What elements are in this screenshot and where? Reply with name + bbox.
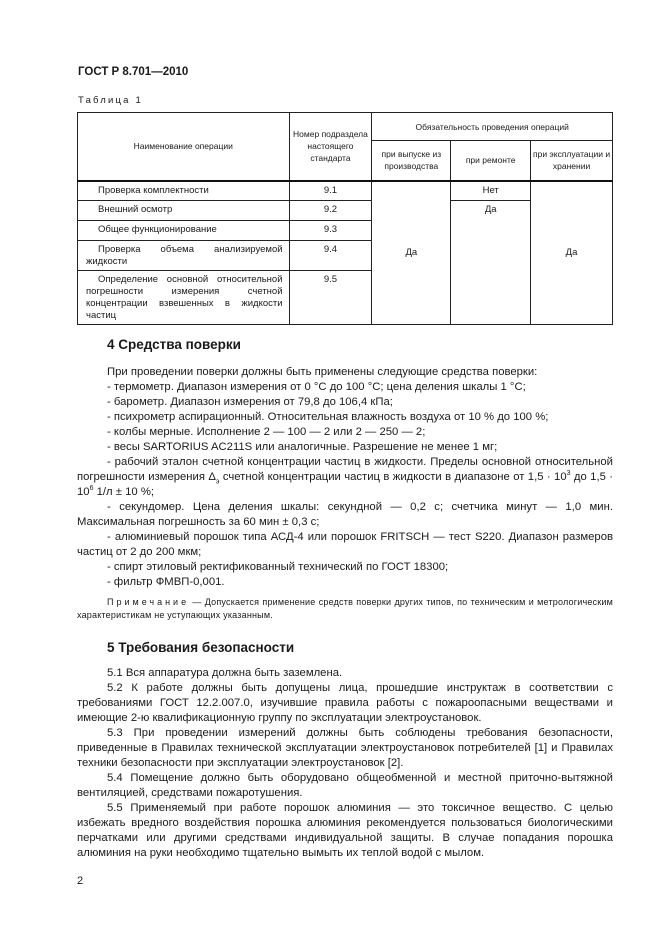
list-item: - психрометр аспирационный. Относительная влажность воздуха от 10 % до 100 %;: [107, 411, 549, 423]
list-item: - алюминиевый порошок типа АСД-4 или порошок FRITSCH — тест S220. Диапазон размеров частиц от 2 до 200 мкм;: [77, 531, 613, 558]
list-item-etalon: [77, 455, 613, 500]
list-item: - термометр. Диапазон измерения от 0 °С до 100 °С; цена деления шкалы 1 °С;: [107, 381, 526, 393]
exponent: 3: [566, 470, 571, 478]
list-item: - фильтр ФМВП-0,001.: [107, 576, 225, 588]
paragraph: 5.5 Применяемый при работе порошок алюминия — это токсичное вещество. С целью избежать вредного воздействия порошка алюминия рекомендуется пользоваться биологическими перчатками или другими средствами индивидуальной защиты. В случае попадания порошка алюминия на руки необходимо тщательно вымыть их теплой водой с мылом.: [77, 802, 613, 859]
operations-table: [77, 112, 613, 325]
list-item: - секундомер. Цена деления шкалы: секундной — 0,2 с; счетчика минут — 1,0 мин. Максимальная погрешность за 60 мин ± 0,3 с;: [77, 501, 613, 528]
operation-name: Определение основной относительной погрешности измерения счетной концентрации взвешенных в жидкости частиц: [78, 271, 290, 325]
etalon-text: до 1,5 · 10: [77, 471, 614, 498]
list-item: - колбы мерные. Исполнение 2 — 100 — 2 или 2 — 250 — 2;: [107, 426, 426, 438]
paragraph: 5.4 Помещение должно быть оборудовано общеобменной и местной приточно-вытяжной вентиляцией, средствами пожаротушения.: [77, 772, 613, 799]
document-header: ГОСТ Р 8.701—2010: [78, 66, 189, 78]
repair-value-no: Нет: [451, 181, 531, 201]
header-release: при выпуске из производства: [372, 141, 451, 181]
repair-value-yes: Да: [451, 201, 531, 325]
delta-symbol: Δ: [208, 471, 216, 483]
exploitation-value: Да: [531, 181, 613, 325]
operation-name: Внешний осмотр: [78, 201, 290, 221]
etalon-text: - рабочий эталон счетной концентрации частиц в жидкости. Пределы основной относительной погрешности измерения: [77, 456, 613, 483]
list-item: - весы SARTORIUS AC211S или аналогичные. Разрешение не менее 1 мг;: [107, 441, 498, 453]
operation-name: Общее функционирование: [78, 221, 290, 241]
section-5-title: 5 Требования безопасности: [107, 640, 295, 655]
note-text: — Допускается применение средств поверки других типов, по техническим и метрологическим характеристикам не уступающих указанным.: [77, 597, 613, 620]
paragraph: 5.3 При проведении измерений должны быть соблюдены требования безопасности, приведенные в Правилах технической эксплуатации электроустановок потребителей [1] и Правилах техники безопасности при эксплуатации электроустановок [2].: [77, 727, 613, 769]
section-5-body: [77, 666, 613, 861]
subsection-number: 9.1: [289, 181, 372, 201]
header-operation-name: Наименование операции: [78, 113, 290, 181]
section-4-body: [77, 365, 613, 622]
subsection-number: 9.4: [289, 241, 372, 271]
header-repair: при ремонте: [451, 141, 531, 181]
page-number: 2: [77, 875, 84, 887]
delta-subscript: э: [215, 478, 220, 486]
text-flow: [77, 337, 613, 897]
header-exploitation: при эксплуатации и хранении: [531, 141, 613, 181]
paragraph: 5.2 К работе должны быть допущены лица, прошедшие инструктаж в соответствии с требованиями ГОСТ 12.2.007.0, изучившие правила работы с пожароопасными веществами и имеющие 2-ю квалификационную группу по эксплуатации электроустановок.: [77, 682, 613, 724]
etalon-text: 1/л ± 10 %;: [93, 486, 155, 498]
operation-name: Проверка комплектности: [78, 181, 290, 201]
exponent: 6: [89, 485, 94, 493]
note-label: Примечание: [107, 597, 190, 607]
operation-name: Проверка объема анализируемой жидкости: [78, 241, 290, 271]
section-4-title: 4 Средства поверки: [107, 337, 241, 352]
subsection-number: 9.3: [289, 221, 372, 241]
release-value: Да: [372, 181, 451, 325]
paragraph: 5.1 Вся аппаратура должна быть заземлена.: [107, 667, 343, 679]
subsection-number: 9.2: [289, 201, 372, 221]
header-obligation: Обязательность проведения операций: [372, 113, 613, 141]
table-row: [78, 181, 613, 201]
intro-paragraph: При проведении поверки должны быть применены следующие средства поверки:: [107, 366, 538, 378]
header-subsection-number: Номер подраздела настоящего стандарта: [289, 113, 372, 181]
note: [77, 596, 613, 622]
list-item: - спирт этиловый ректификованный технический по ГОСТ 18300;: [107, 561, 449, 573]
table-caption: Таблица 1: [78, 95, 143, 106]
list-item: - барометр. Диапазон измерения от 79,8 до 106,4 кПа;: [107, 396, 393, 408]
subsection-number: 9.5: [289, 271, 372, 325]
etalon-text: счетной концентрации частиц в жидкости в диапазоне от 1,5 · 10: [219, 471, 567, 483]
